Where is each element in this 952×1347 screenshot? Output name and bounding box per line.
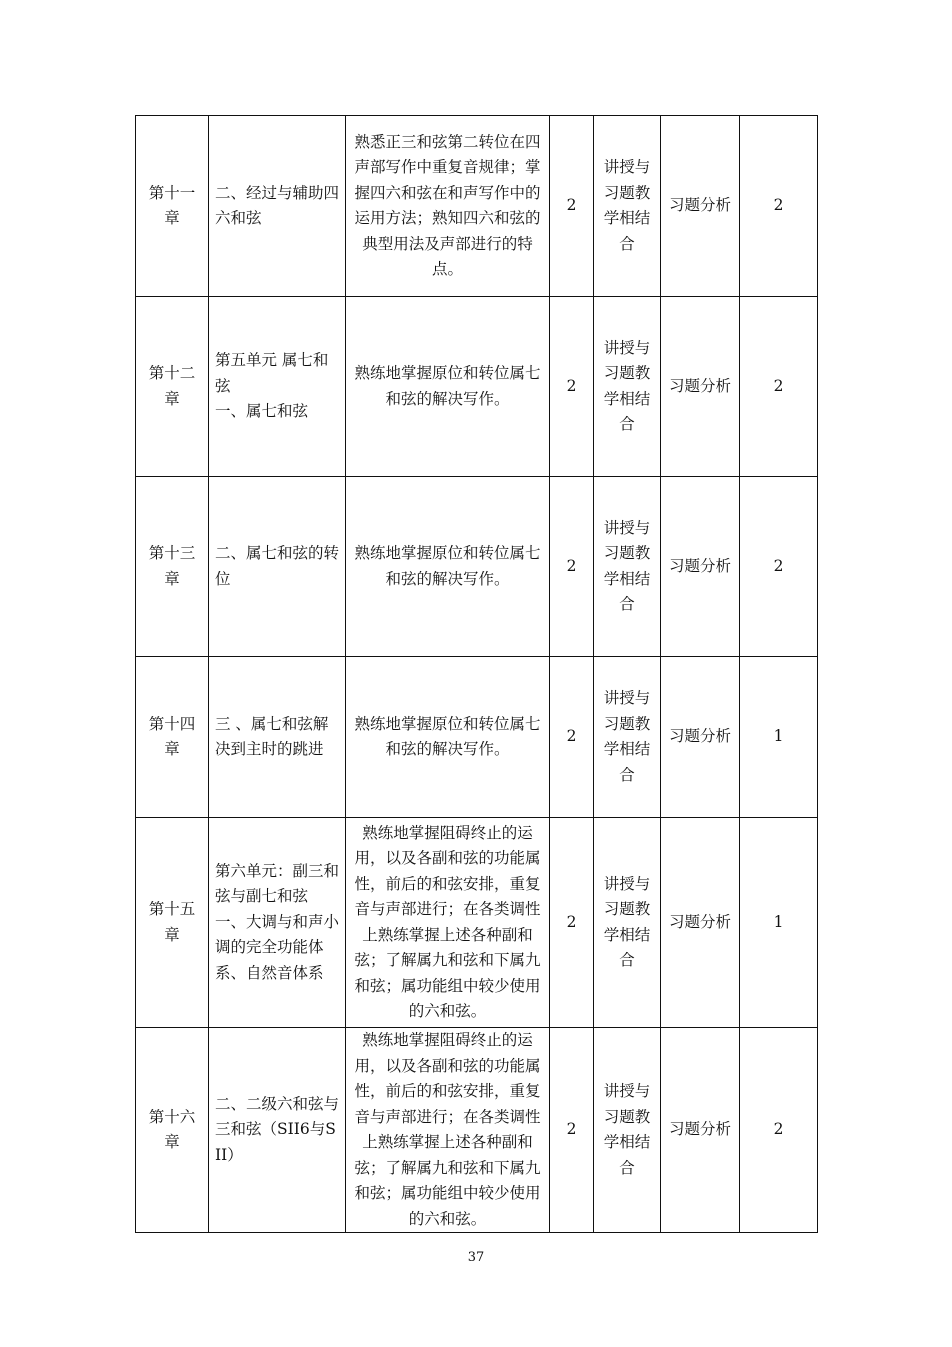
credit-cell: 1 [740, 657, 818, 818]
hours-cell: 2 [550, 297, 594, 477]
content-cell: 二、属七和弦的转位 [209, 477, 346, 657]
credit-cell: 2 [740, 477, 818, 657]
chapter-cell: 第十一章 [136, 116, 209, 297]
requirement-cell [346, 818, 550, 1028]
requirement-cell [346, 477, 550, 657]
hours-cell: 2 [550, 116, 594, 297]
chapter-cell: 第十六章 [136, 1028, 209, 1233]
table-row [136, 1028, 818, 1233]
table-row [136, 818, 818, 1028]
page-number: 37 [467, 1250, 485, 1265]
requirement-text: 熟练地掌握原位和转位属七和弦的解决写作。 [354, 544, 541, 588]
homework-cell: 习题分析 [661, 116, 740, 297]
hours-cell: 2 [550, 818, 594, 1028]
credit-cell: 2 [740, 297, 818, 477]
content-cell: 二、二级六和弦与三和弦（SII6与SII） [209, 1028, 346, 1233]
content-cell: 三 、属七和弦解决到主时的跳进 [209, 657, 346, 818]
requirement-text: 熟练地掌握阻碍终止的运用，以及各副和弦的功能属性，前后的和弦安排，重复音与声部进行；在各类调性上熟练掌握上述各种副和弦；了解属九和弦和下属九和弦；属功能组中较少使用的六和弦。 [354, 823, 541, 1020]
table-row [136, 657, 818, 818]
credit-cell: 2 [740, 1028, 818, 1233]
homework-cell: 习题分析 [661, 657, 740, 818]
requirement-cell [346, 297, 550, 477]
homework-cell: 习题分析 [661, 297, 740, 477]
method-cell: 讲授与习题教学相结合 [594, 657, 661, 818]
credit-cell: 2 [740, 116, 818, 297]
requirement-cell [346, 657, 550, 818]
content-cell: 第五单元 属七和弦 一、属七和弦 [209, 297, 346, 477]
content-cell: 第六单元：副三和弦与副七和弦 一、大调与和声小调的完全功能体系、自然音体系 [209, 818, 346, 1028]
method-cell: 讲授与习题教学相结合 [594, 477, 661, 657]
requirement-text: 熟练地掌握原位和转位属七和弦的解决写作。 [354, 714, 541, 758]
credit-cell: 1 [740, 818, 818, 1028]
content-cell: 二、经过与辅助四六和弦 [209, 116, 346, 297]
table-row [136, 116, 818, 297]
homework-cell: 习题分析 [661, 477, 740, 657]
chapter-cell: 第十三章 [136, 477, 209, 657]
requirement-text: 熟悉正三和弦第二转位在四声部写作中重复音规律；掌握四六和弦在和声写作中的运用方法；熟知四六和弦的典型用法及声部进行的特点。 [354, 132, 541, 278]
homework-cell: 习题分析 [661, 1028, 740, 1233]
requirement-cell [346, 1028, 550, 1233]
hours-cell: 2 [550, 657, 594, 818]
syllabus-table [135, 115, 818, 1233]
chapter-cell: 第十二章 [136, 297, 209, 477]
method-cell: 讲授与习题教学相结合 [594, 1028, 661, 1233]
chapter-cell: 第十四章 [136, 657, 209, 818]
homework-cell: 习题分析 [661, 818, 740, 1028]
table-row [136, 477, 818, 657]
chapter-cell: 第十五章 [136, 818, 209, 1028]
hours-cell: 2 [550, 477, 594, 657]
requirement-cell [346, 116, 550, 297]
requirement-text: 熟练地掌握阻碍终止的运用，以及各副和弦的功能属性，前后的和弦安排，重复音与声部进行；在各类调性上熟练掌握上述各种副和弦；了解属九和弦和下属九和弦；属功能组中较少使用的六和弦。 [354, 1031, 541, 1228]
method-cell: 讲授与习题教学相结合 [594, 297, 661, 477]
hours-cell: 2 [550, 1028, 594, 1233]
method-cell: 讲授与习题教学相结合 [594, 116, 661, 297]
requirement-text: 熟练地掌握原位和转位属七和弦的解决写作。 [354, 364, 541, 408]
method-cell: 讲授与习题教学相结合 [594, 818, 661, 1028]
table-row [136, 297, 818, 477]
